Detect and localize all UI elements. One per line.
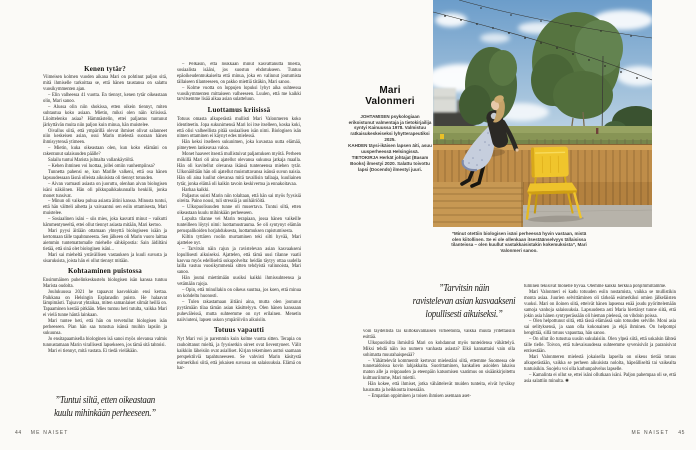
body-paragraph: Mari tuntee heti, että hän on tervetullut biologisen isän perheeseen. Pian hän saa tutustua isänsä muihin lapsiin ja sukuunsa. [43,319,167,336]
concrete-ground [523,205,652,227]
body-paragraph: Mari sai mieheltä ystävällisen vastauksen ja kuuli suvusta ja sisaruksista, joista hän ei ollut tiennyt mitään. [43,252,167,264]
body-paragraph: – Opin, että minullakin on oikeus suuttua, jos koen, että minua on kohdeltu huonosti. [177,288,301,299]
body-paragraph: voin täydellistä tai kiiltokuvamaisen virheetöntä, vaikka muuta yritettäisiin esittää. [363,329,515,340]
bio-paragraph: TIETOKIRJA Herkät johtajat (Basam Books) ilmestyi 2020. Salattu toivottu lapsi (Docendo) ilmestyi juuri. [350,154,430,172]
pull-quote-line: kuulu mihinkään perheeseen.” [54,408,156,420]
bio-paragraph: JOHTAMISEN psykologiaan erikoistunut valmentaja ja tietokirjailija syntyi Kainuussa 1978. Valmistuu ratkaisukeskeiseksi lyhytterapeutiksi 2025. [348,113,432,143]
right-page-footer [631,430,685,436]
body-paragraph: Hän kokee, että ihmiset, jotka vähättelevät muiden tunteita, eivät hyväksy haurautta ja heikkoutta itsessään. [363,382,515,394]
pull-quote-left [47,394,163,420]
chair-backrest [531,147,569,178]
body-paragraph: Kiltin tyttären roolin murtaminen teki silti hyvää, Mari ajattelee nyt. [177,234,301,246]
distant-figure [596,128,598,134]
left-column-2 [177,62,301,442]
photo-caption: ”Minut otettiin biologisen isäni perheessä hyvin vastaan, mistä olen kiitollinen. Se ei ole ollenkaan itsestäänselvyys tällaisissa tilanteissa – olen kuullut vastakkaisistakin kokemuksista”, Mari Valonmeri sanoo. [451,231,587,254]
body-paragraph: – Kolme vuotta on loppujen lopuksi lyhyt aika suhteessa vuosikymmenten mittaiseen valheeseen. Luulen, että me kaikki tarvitsemme lisää aikaa asian sulatteluun. [177,85,301,103]
body-paragraph: – Kehen ihminen voi luottaa, jollei omiin vanhempiinsa? [48,164,155,169]
right-column-1 [363,329,515,443]
body-paragraph: – Alussa olin niin shokissa, etten oikein tiennyt, miten suhtautua koko asiaan. Mietin, miksi olen näin kriisissä. Liioittelenko asiaa? Hämmästelin, ettei paljastus tuntunut järkyttävän muita niin paljon kuin minua, hän muistelee. [43,104,167,128]
body-paragraph: Oivallus siitä, että ympärillä olevat ihmiset olivat salanneet niin keskeisen asian, osui Marin mielestä suoraan hänen ihmisyytensä ytimeen. [43,128,167,146]
pull-quote-line: ”Tarvitsin näin [438,283,490,294]
section-heading: Kohtaaminen puistossa [67,267,143,276]
body-paragraph: Viimeisen kolmen vuoden aikana Mari on pohtinut paljon sitä, mitä ihmiselle tarkoittaa se, että hänen taustansa on salattu vuosikymmenten ajan. [43,75,167,93]
magazine-name: ME NAISET [30,430,69,436]
bio-paragraph: KAHDEN täysi-ikäisen lapsen äiti, asuu uusperheessä Helsingissä. [348,143,432,155]
body-paragraph: – Vähättelevät kommentit kertovat mielestäni siitä, ettemme Suomessa ole tunnetaidoissa kovin lahjakkaita. Suorittaminen, hankalien asioiden lakaisu maton alle ja reippauden ja eteenpäin katsomisen vaatimus on sisäänkirjoitettu kulttuuriimme, Mari miettii. [363,358,515,382]
left-column-1 [43,62,167,394]
interviewee-first-name: Mari [379,85,401,96]
body-paragraph: Mari pyysi äitiään ottamaan yhteyttä biologiseen isään ja kertomaan tälle tapahtuneesta. Sen jälkeen oli Marin vuoro laittaa aiemmin tuntemattomalle miehelle sähköpostia: Sain äidiltäni tietää, että sinä olet biologinen isäni... [43,228,167,252]
body-paragraph: Joulukuussa 2021 he tapaavat kasvokkain ensi kertaa. Paikkana on Helsingin Esplanadin puisto. He halaavat lämpimästi. Tajuavat yhtaikaa, miten samanlaiset silmät heillä on. Tapaaminen kestää pitkään. Mies tuntuu heti tutulta, vaikka Mari ei vielä tunne häntä lainkaan. [43,289,167,319]
pull-quote-line: lopullisesti aikuiseksi.” [425,309,503,321]
body-paragraph: Ensimmäinen puhelinkeskustelu biologisen isän kanssa tuntuu Marista oudolta. [43,277,167,289]
section-heading: Totuus vapautti [213,326,264,335]
pull-quote-right [397,282,531,322]
interviewee-name [347,86,433,108]
body-paragraph: Harhaa kaikki. [182,187,210,193]
body-paragraph: Monet haaveet itsestä mullistuivat paljastuksen myötä. Perheen mökillä Mari oli aina ajatellut olevansa sukunsa jatkaja maalla. Hän oli kuvitellut olevansa ikänsä tunteneensa miehen tytär. Ulkonäöltään hän oli ajatellut muistuttavansa isänsä suvun naisia. Hän oli aina luullut olevansa mitä tavallisin tallaaja, kuuliainen tytär, jonka elämä oli kaikin tavoin keskivertoa ja ennakoitavaa. [177,152,301,187]
body-paragraph: Jo ensitapaamisella biologinen isä sanoi myös olevansa valmis tunnustamaan Marin virallisesti lapsekseen, jos tämä sitä tahtoisi. [43,336,167,348]
body-paragraph: – Tulen rakastamaan äitiäni aina, mutta olen joutunut pyytämään tilaa tämän asian käsittelyyn. Olen hänen kanssaan puheväleissä, mutta suhteemme on nyt erilainen. Menetin naiiviuteni, lapsen uskon ympäröiviin aikuisiin. [177,299,301,323]
body-paragraph: Lopulta tilanne vei Marin terapiaan, jossa hänen vaikeille tunteilleen löytyi nimi: luottamustrauma. Se oli syntynyt elämän peruspalikoiden horjahduksesta, luottamuksen rapistumisesta. [177,217,301,234]
body-paragraph: Salailu tuntui Marista julmalta vallankäytöltä. [48,158,135,164]
body-paragraph: – Mietin, kuka oikeastaan olen, kun koko elämäni on rakentunut salaisuuden päälle? [43,146,167,158]
magazine-name: ME NAISET [631,430,670,436]
body-paragraph: – Kamalinta ei ollut se, ettei isäni ollutkaan isäni. Paljon pahempaa oli se, että asia salattiin minulta. ✺ [524,372,676,384]
body-paragraph: – Ulkopuolisuuden tunne oli musertava. Tuntui siltä, etten oikeastaan kuulu mihinkään perheeseen. [177,205,301,217]
body-paragraph: Totuus omasta alkuperästä mullisti Mari Valonmeren koko identiteetin. Jopa sukunimensä Mari loi itse itselleen, koska koki, että olisi valheellista pitää sosiaalisen isän nimi. Biologisen isän nimen ottaminen ei käynyt edes mielessä. [177,116,301,140]
body-paragraph: Hän keksi itselleen sukunimen, joka kuvastaa uutta elämää, pimeyteen lankeavaa valoa. [177,140,301,152]
bio-box [347,86,433,173]
pull-quote-line: ravistelevan asian kasvaakseni [412,296,516,308]
right-column-2 [524,284,676,444]
bench-steps [433,182,524,227]
body-paragraph: Mari ei tiennyt, mitä vastata. Ei tiedä vieläkään. [48,348,138,354]
body-paragraph: – Aivan varmasti asiasta on juoruttu, olenhan aivan biologisen isäni näköinen. Hän oli pikkupaikkakunnalla henkilö, jonka monet tunsivat. [43,181,167,199]
body-paragraph: Nyt Mari voi jo paremmin kuin kolme vuotta sitten. Terapia on rauhoittanut mieltä, ja fyysisetkin oireet ovat lieventyneet. Välit kaikkiin läheisiin ovat asialliset. Kirjan tekeminen auttoi saamaan perspektiiviä tapahtuneeseen. Se vahvisti Marin käsitystä esimerkiksi siitä, että jokaisen suvussa on salaisuuksia. Elämä on har- [177,336,301,372]
interviewee-last-name: Valonmeri [365,95,415,107]
body-paragraph: Hän joutui miettimään uusiksi kaikki ihmissuhteensa ja vetämään rajoja. [177,276,301,288]
page-number: 45 [678,430,685,436]
body-paragraph: – Minun oli vaikea puhua asiasta äitini kanssa. Minusta tuntui, että hän vältteli aihetta ja vaivaantui sen esiin ottamisesta, Mari muistelee. [43,199,167,217]
pull-quote-line: ”Tuntui siltä, etten oikeastaan [55,395,155,406]
body-paragraph: Mari Valonmeren mielestä jokaisella lapsella on oikeus tietää totuus alkuperästään, vaikka se perheen aikuisista nololta, häpeälliseltä tai vaikealta tuntuisikin. Suojelu voi olla karhunpalvelus lapselle. [524,354,676,372]
page-number: 44 [15,430,22,436]
body-paragraph: – Pelkäsin, että loukkaan minut kasvattanutta miestä, sosiaalista isääni, jos suostun ehdotukseen. Tuntuu epäoikeudenmukaiselta että minua, joka en valinnut joutumista tällaiseen tilanteeseen, on pakko miettiä tätäkin, Mari sanoo. [177,62,301,85]
body-paragraph: Paljastus suisti Marin niin tolaltaan, että hän sai myös fyysisiä oireita. Paino nousi, tuli stressiä ja unihäiriöitä. [177,193,301,205]
photo-illustration [433,0,652,227]
mari-park-photo [433,0,652,227]
body-paragraph: Ulkopuolisilta ihmisiltä Mari on kohdannut myös tunteidensa vähättelyä. Miksi tehdä näin iso numero vanhasta asiasta? Eikö kannattaisi vain olla sohimatta muurahaispesää? [363,340,515,358]
distant-yellow-chair [440,134,444,139]
left-page-footer [15,430,69,436]
body-paragraph: – Tarvitsin näin rajun ja ravistelevan asian kasvaakseni lopullisesti aikuiseksi. Ajattelen, että tämä uusi tilanne vaatii kasvua myös edelliseltä sukupolvelta: heidän täytyy ottaa uudella lailla vastuu vuosikymmeniä sitten tehdyistä valinnoista, Mari sanoo. [177,246,301,276]
section-heading: Kenen tytär? [84,65,126,73]
body-paragraph: – Sosiaalinen isäni – siis mies, joka kasvatti minut – vaikutti hämmentyneeltä, ettei ollut tiennyt asiasta mitään, Mari kertoo. [43,217,167,229]
body-paragraph: – Empatian oppiminen ja toisen ihmisen asemaan aset- [368,393,471,399]
body-paragraph: Tunnetta pahensi se, kun Marille valkeni, että osa hänen lapsuudessaan läsnä olleista aikuisista oli tiennyt totuuden. [43,169,167,181]
section-heading: Luottamus kriisissä [207,106,271,115]
body-paragraph: – Elin valheessa 41 vuotta. En tiennyt, kenen tytär oikeastaan olin, Mari sanoo. [43,93,167,105]
body-paragraph: Mari Valonmeri ei kadu totuuden esiin nostamista, vaikka se mullistikin monta asiaa. Juurien selvittäminen oli tärkeää esimerkiksi omien jälkeläisten vuoksi. Mari on iloinen siitä, etteivät hänen lapsensa enää joudu pyörittelemään samoja vanhoja salaisuuksia. Lapsuudesta asti Maria hiertänyt tunne siitä, että jokin asia hänen syntyperässään oli hieman pielessä, on vihdoin poissa. [524,289,676,319]
body-paragraph: tuminen tekisivät monelle hyvää. Olemme kaikki herkkiä pohjimmiltamme. [524,284,667,289]
chair-seat [527,182,577,191]
body-paragraph: – On ollut ilo tutustua uusiin sukulaisiin. Olen ylpeä siitä, että uskalsin lähteä tälle tielle. Toivon, että tulevaisuudessa suhteemme syvenisivät ja paranisivat entisestään. [524,337,676,354]
body-paragraph: – Olen helpottunut siitä, että tässä elämässä sain totuuden selville. Moni asia sai selityksensä, ja saan olla kokonainen ja ehjä ihminen. On helpompi hengittää, sillä totuus vapauttaa, hän sanoo. [524,319,676,337]
